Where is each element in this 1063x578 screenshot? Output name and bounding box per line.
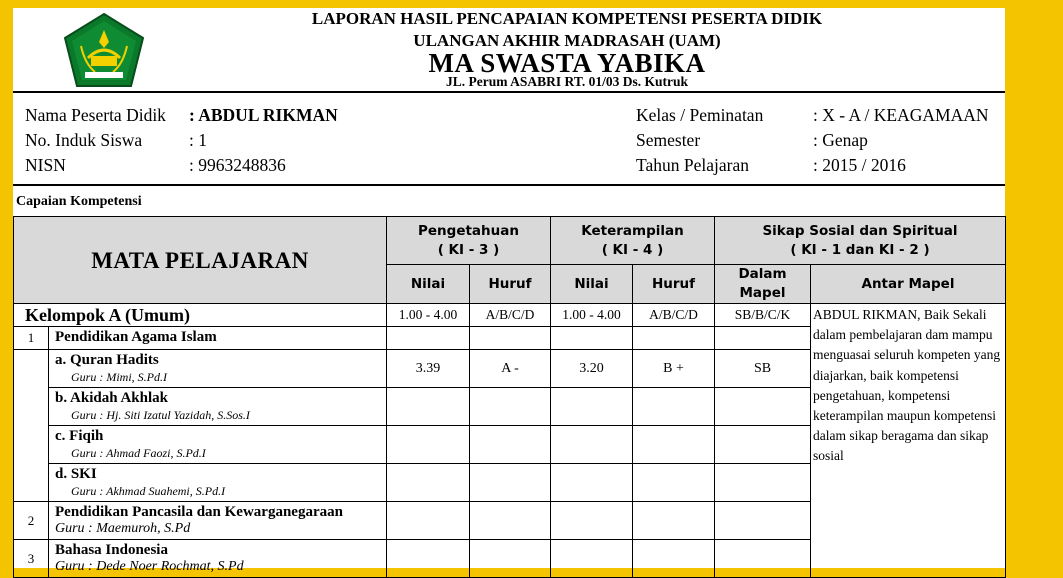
subject-cell: b. Akidah Akhlak Guru : Hj. Siti Izatul Yazidah, S.Sos.I xyxy=(49,388,387,426)
huruf-k-header: Huruf xyxy=(633,265,715,304)
huruf-p-cell xyxy=(470,464,551,502)
range-huruf-p: A/B/C/D xyxy=(470,304,551,327)
nilai-p-cell xyxy=(387,426,470,464)
school-name: MA SWASTA YABIKA xyxy=(428,48,706,78)
row-number: 3 xyxy=(14,540,49,578)
row-number: 1 xyxy=(14,327,49,350)
grades-table xyxy=(13,216,1006,578)
nilai-k-header: Nilai xyxy=(551,265,633,304)
huruf-k-cell xyxy=(633,426,715,464)
kelas-label: Kelas / Peminatan xyxy=(636,105,764,125)
kelas-value: : X - A / KEAGAMAAN xyxy=(813,105,989,125)
subject-cell: Pendidikan Agama Islam xyxy=(49,327,387,350)
nilai-p-header: Nilai xyxy=(387,265,470,304)
sikap-cell: SB xyxy=(715,350,811,388)
tahun-value: : 2015 / 2016 xyxy=(813,155,906,175)
semester-value: : Genap xyxy=(813,130,868,150)
antar-mapel-description: ABDUL RIKMAN, Baik Sekali dalam pembelajaran dam mampu menguasai seluruh kompeten yang diajarkan, baik kompetensi pengetahuan, kompetensi keterampilan maupun kompetensi dalam sikap beragama dan sikap sosial xyxy=(811,304,1006,578)
nisn-value: : 9963248836 xyxy=(189,155,286,175)
huruf-p-header: Huruf xyxy=(470,265,551,304)
nilai-p-cell xyxy=(387,464,470,502)
huruf-k-cell: B + xyxy=(633,350,715,388)
sikap-cell xyxy=(715,426,811,464)
range-nilai-p: 1.00 - 4.00 xyxy=(387,304,470,327)
nis-value: : 1 xyxy=(189,130,207,150)
huruf-k-cell xyxy=(633,388,715,426)
range-nilai-k: 1.00 - 4.00 xyxy=(551,304,633,327)
nilai-k-cell xyxy=(551,464,633,502)
mapel-header: MATA PELAJARAN xyxy=(14,217,387,304)
section-title: Capaian Kompetensi xyxy=(16,194,142,209)
nilai-p-cell xyxy=(387,388,470,426)
nilai-p-cell: 3.39 xyxy=(387,350,470,388)
huruf-p-cell xyxy=(470,426,551,464)
subject-cell: Bahasa Indonesia Guru : Dede Noer Rochmat, S.Pd xyxy=(49,540,387,578)
sikap-cell xyxy=(715,464,811,502)
row-number-blank xyxy=(14,350,49,502)
pengetahuan-header: Pengetahuan ( KI - 3 ) xyxy=(387,217,551,265)
huruf-p-cell: A - xyxy=(470,350,551,388)
report-sheet xyxy=(13,8,1005,574)
nis-label: No. Induk Siswa xyxy=(25,130,143,150)
subject-cell: c. Fiqih Guru : Ahmad Faozi, S.Pd.I xyxy=(49,426,387,464)
keterampilan-header: Keterampilan ( KI - 4 ) xyxy=(551,217,715,265)
info-divider xyxy=(13,184,1005,186)
subject-cell: d. SKI Guru : Akhmad Suahemi, S.Pd.I xyxy=(49,464,387,502)
nilai-k-cell xyxy=(551,426,633,464)
nilai-k-cell: 3.20 xyxy=(551,350,633,388)
dalam-mapel-header: Dalam Mapel xyxy=(715,265,811,304)
sikap-header: Sikap Sosial dan Spiritual ( KI - 1 dan KI - 2 ) xyxy=(715,217,1006,265)
row-number: 2 xyxy=(14,502,49,540)
huruf-p-cell xyxy=(470,388,551,426)
kelompok-row xyxy=(14,304,1006,327)
school-address: JL. Perum ASABRI RT. 01/03 Ds. Kutruk xyxy=(446,74,688,89)
antar-mapel-header: Antar Mapel xyxy=(811,265,1006,304)
name-value: : ABDUL RIKMAN xyxy=(189,105,338,125)
exam-title: ULANGAN AKHIR MADRASAH (UAM) xyxy=(413,31,721,50)
subject-cell: a. Quran Hadits Guru : Mimi, S.Pd.I xyxy=(49,350,387,388)
header-divider xyxy=(13,91,1005,93)
sikap-cell xyxy=(715,388,811,426)
semester-label: Semester xyxy=(636,130,701,150)
kelompok-label: Kelompok A (Umum) xyxy=(14,304,387,327)
subject-cell: Pendidikan Pancasila dan Kewarganegaraan Guru : Maemuroh, S.Pd xyxy=(49,502,387,540)
nilai-k-cell xyxy=(551,388,633,426)
range-huruf-k: A/B/C/D xyxy=(633,304,715,327)
tahun-label: Tahun Pelajaran xyxy=(636,155,749,175)
name-label: Nama Peserta Didik xyxy=(25,105,166,125)
nisn-label: NISN xyxy=(25,155,66,175)
range-sikap: SB/B/C/K xyxy=(715,304,811,327)
huruf-k-cell xyxy=(633,464,715,502)
report-title: LAPORAN HASIL PENCAPAIAN KOMPETENSI PESERTA DIDIK xyxy=(311,9,823,28)
